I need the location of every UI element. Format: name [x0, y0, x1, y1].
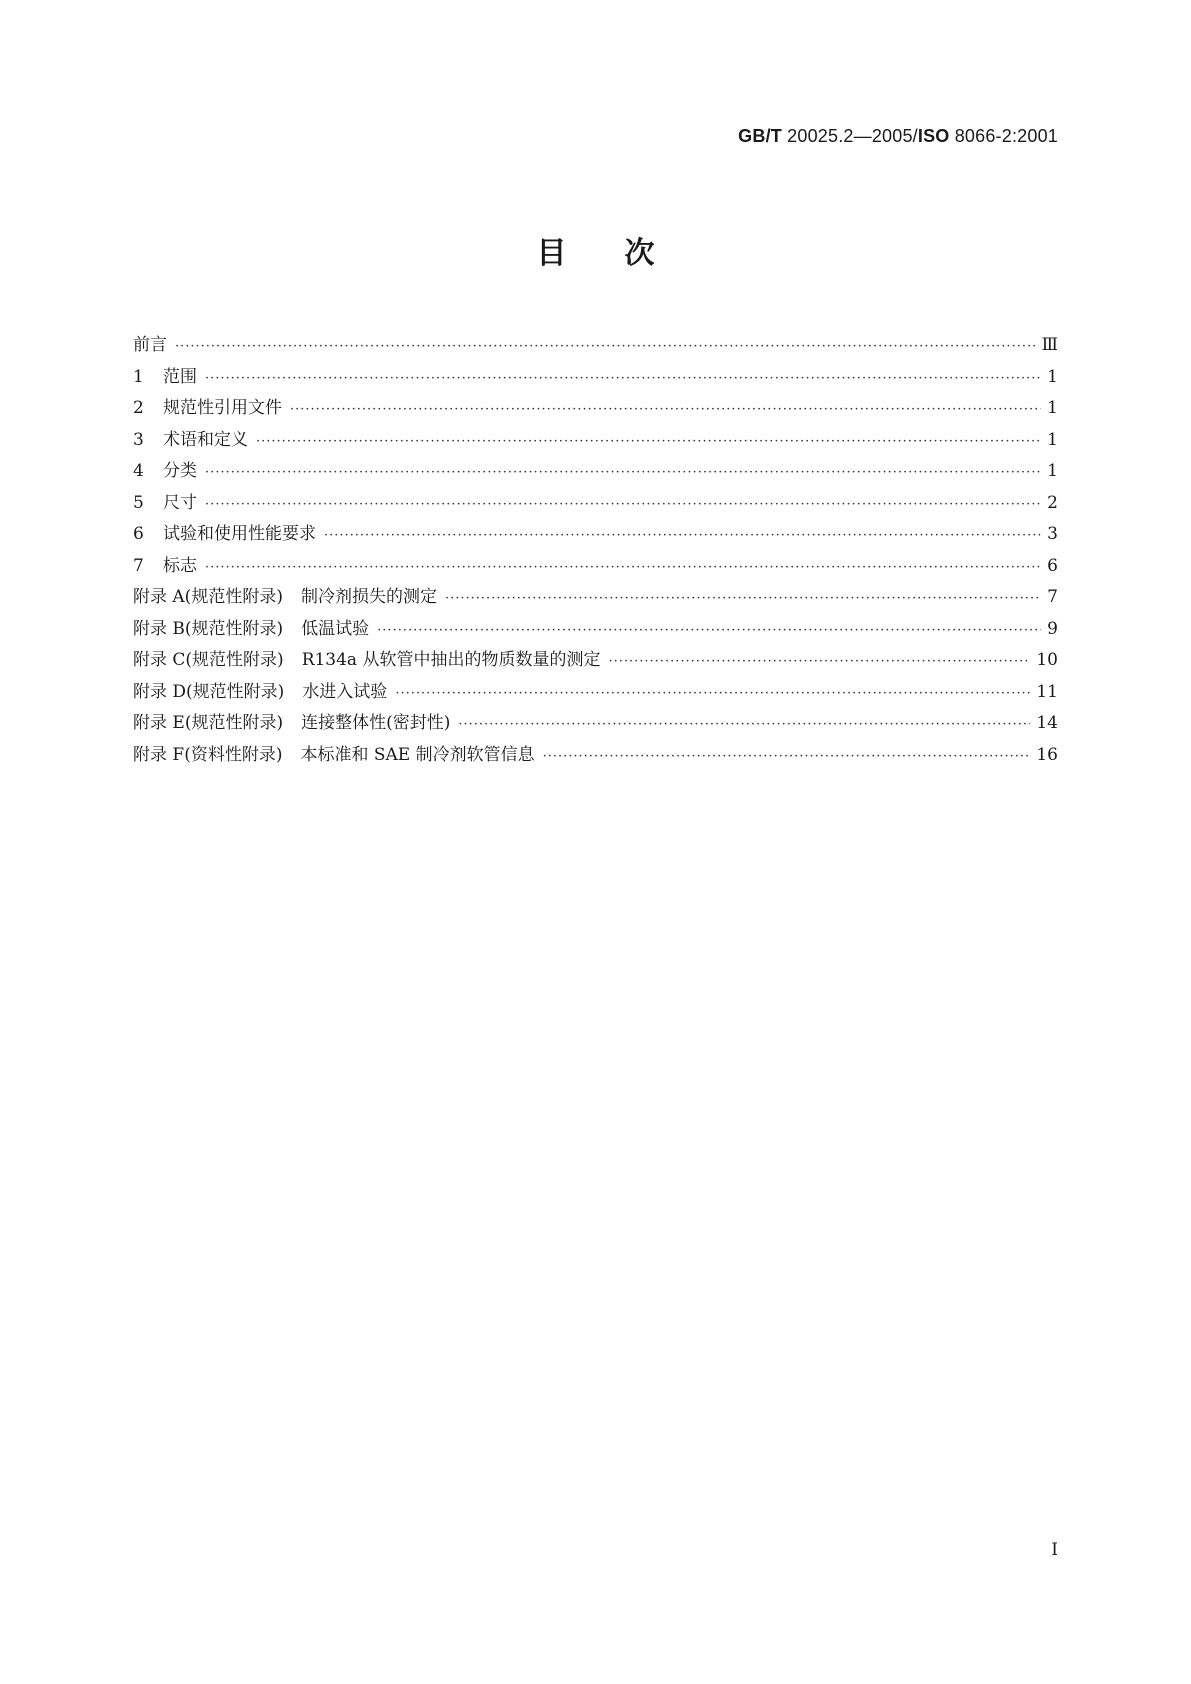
toc-appendix-entry[interactable] — [133, 740, 1058, 772]
appendix-title: R134a 从软管中抽出的物质数量的测定 — [301, 650, 601, 670]
toc-entry[interactable] — [133, 425, 1058, 457]
page-title: 目次 — [536, 236, 713, 271]
toc-entry-page: 16 — [1036, 744, 1058, 765]
iso-prefix: ISO — [917, 126, 950, 146]
appendix-title: 水进入试验 — [302, 681, 388, 702]
dot-leader — [205, 552, 1041, 584]
toc-entry-number: 3 — [133, 429, 144, 450]
toc-appendix-entry[interactable] — [133, 614, 1058, 646]
toc-entry-number: 2 — [133, 398, 144, 418]
toc-appendix-entry[interactable] — [133, 708, 1058, 740]
toc-entry-label: 分类 — [163, 461, 197, 481]
standard-number-header — [738, 126, 1058, 147]
toc-appendix-entry[interactable] — [133, 677, 1058, 709]
toc-appendix-entry[interactable] — [133, 645, 1058, 677]
toc-entry-page: 6 — [1047, 555, 1058, 576]
toc-entry-page: 1 — [1047, 366, 1058, 387]
appendix-title: 连接整体性(密封性) — [301, 713, 451, 733]
dot-leader — [608, 646, 1030, 678]
toc-entry-number: 1 — [133, 366, 144, 387]
toc-entry[interactable] — [133, 330, 1058, 362]
dot-leader — [256, 426, 1041, 458]
appendix-designation: 附录 F(资料性附录) — [133, 744, 283, 765]
dot-leader — [290, 394, 1041, 426]
toc-entry-page: 11 — [1036, 681, 1058, 702]
toc-entry-label: 试验和使用性能要求 — [163, 524, 316, 544]
standard-number: 20025.2—2005/ — [781, 126, 918, 146]
toc-entry-page: 1 — [1047, 429, 1058, 450]
appendix-title: 本标准和 SAE 制冷剂软管信息 — [300, 744, 535, 765]
dot-leader — [205, 363, 1041, 395]
table-of-contents — [133, 330, 1058, 771]
appendix-designation: 附录 B(规范性附录) — [133, 618, 284, 639]
toc-appendix-entry[interactable] — [133, 582, 1058, 614]
toc-entry-page: 10 — [1036, 650, 1058, 670]
toc-entry-label: 术语和定义 — [163, 429, 248, 450]
toc-entry[interactable] — [133, 551, 1058, 583]
toc-entry-label: 尺寸 — [163, 492, 197, 513]
appendix-designation: 附录 A(规范性附录) — [133, 587, 283, 607]
toc-entry-label: 标志 — [163, 555, 197, 576]
toc-entry-page: 3 — [1047, 524, 1058, 544]
dot-leader — [458, 709, 1030, 741]
dot-leader — [175, 331, 1036, 363]
dot-leader — [395, 678, 1030, 710]
toc-entry-number: 5 — [133, 492, 144, 513]
appendix-designation: 附录 E(规范性附录) — [133, 713, 284, 733]
toc-entry-page: 2 — [1047, 492, 1058, 513]
toc-entry-page: 14 — [1036, 713, 1058, 733]
toc-entry-page: 7 — [1047, 587, 1058, 607]
toc-entry-page: 1 — [1047, 398, 1058, 418]
toc-entry[interactable] — [133, 488, 1058, 520]
dot-leader — [377, 615, 1041, 647]
dot-leader — [205, 489, 1041, 521]
toc-entry-number: 7 — [133, 555, 144, 576]
toc-entry-label: 前言 — [133, 335, 167, 355]
toc-entry-number: 4 — [133, 461, 144, 481]
dot-leader — [205, 457, 1041, 489]
toc-entry-label: 范围 — [163, 366, 197, 387]
toc-entry[interactable] — [133, 456, 1058, 488]
page-number: I — [1051, 1540, 1058, 1560]
toc-entry-page: 1 — [1047, 461, 1058, 481]
standard-prefix: GB/T — [738, 126, 782, 146]
dot-leader — [324, 520, 1041, 552]
dot-leader — [445, 583, 1041, 615]
toc-entry[interactable] — [133, 519, 1058, 551]
toc-entry-page: Ⅲ — [1041, 335, 1058, 355]
toc-entry-page: 9 — [1047, 618, 1058, 639]
appendix-designation: 附录 D(规范性附录) — [133, 681, 285, 702]
toc-entry-number: 6 — [133, 524, 144, 544]
toc-entry[interactable] — [133, 393, 1058, 425]
dot-leader — [543, 741, 1031, 773]
iso-number: 8066-2:2001 — [949, 126, 1058, 146]
appendix-designation: 附录 C(规范性附录) — [133, 650, 284, 670]
appendix-title: 制冷剂损失的测定 — [300, 587, 437, 607]
appendix-title: 低温试验 — [301, 618, 370, 639]
toc-entry[interactable] — [133, 362, 1058, 394]
toc-entry-label: 规范性引用文件 — [163, 398, 282, 418]
